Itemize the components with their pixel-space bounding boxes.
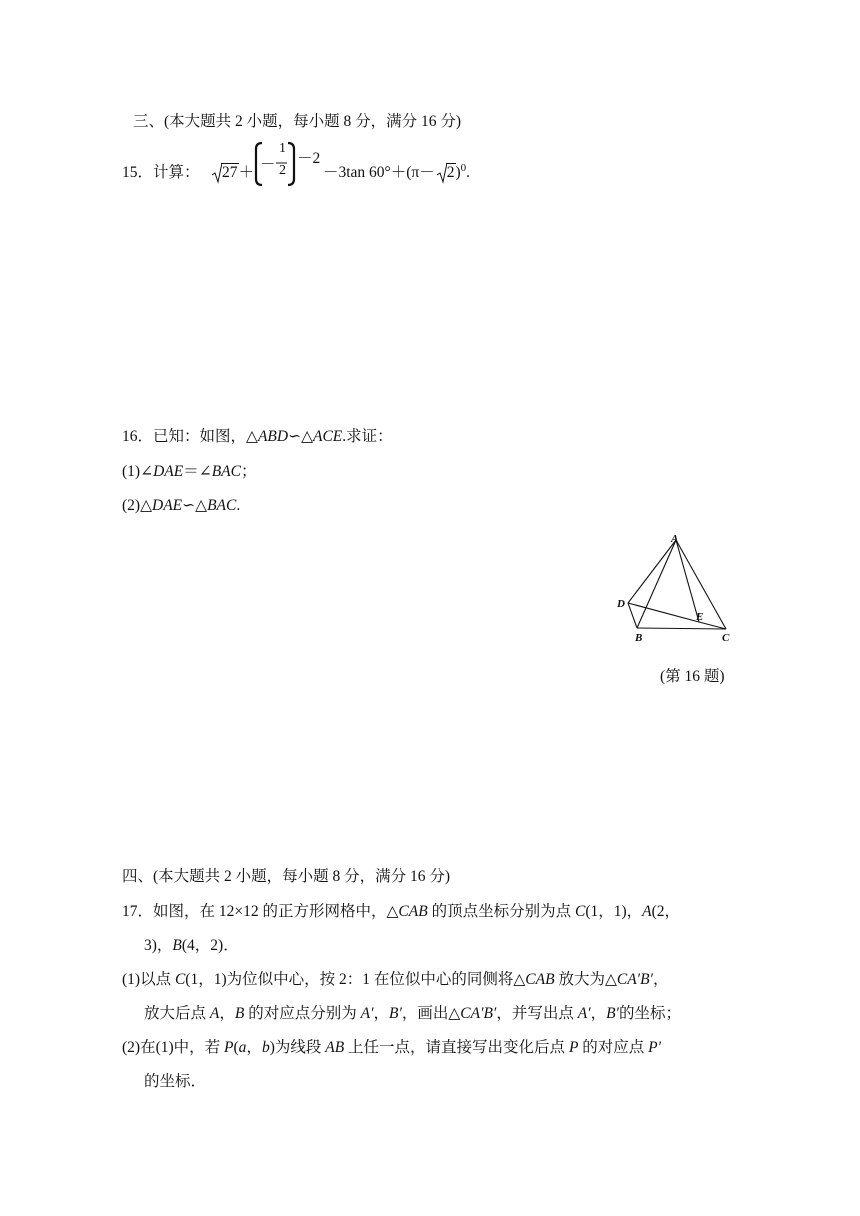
q15-frac-denominator: 2 bbox=[279, 163, 286, 178]
q17-line-1: 17．如图，在 12×12 的正方形网格中，△CAB 的顶点坐标分别为点 C(1，1)，A(2， bbox=[122, 903, 681, 920]
q17-line-2: 3)，B(4，2)． bbox=[144, 937, 239, 954]
q16-figure-caption: (第 16 题) bbox=[660, 668, 725, 685]
q15-prefix: 计算： bbox=[153, 164, 200, 181]
section-4-heading: 四、(本大题共 2 小题，每小题 8 分，满分 16 分) bbox=[122, 868, 451, 885]
question-15 bbox=[122, 160, 200, 182]
q17-part-1-line-1: (1)以点 C(1，1)为位似中心，按 2：1 在位似中心的同侧将△CAB 放大为△CA′B′， bbox=[122, 971, 669, 988]
segment-DE bbox=[628, 603, 699, 622]
q16-triangle-figure bbox=[612, 530, 742, 650]
segment-BC bbox=[637, 628, 726, 629]
section-3-heading: 三、(本大题共 2 小题，每小题 8 分，满分 16 分) bbox=[133, 113, 462, 130]
q17-part-2-line-2: 的坐标． bbox=[144, 1073, 207, 1090]
q15-frac-sign: － bbox=[260, 156, 276, 173]
label-C: C bbox=[722, 632, 730, 644]
label-D: D bbox=[617, 598, 625, 610]
q15-exponent: －2 bbox=[297, 150, 321, 167]
segment-AE bbox=[676, 540, 699, 622]
q15-sqrt-27: 27＋ bbox=[210, 160, 254, 182]
label-B: B bbox=[635, 632, 643, 644]
q17-part-2-line-1: (2)在(1)中，若 P(a，b)为线段 AB 上任一点，请直接写出变化后点 P 的对应点 P′ bbox=[122, 1039, 662, 1056]
label-E: E bbox=[696, 611, 704, 623]
q15-rest: －3tan 60°＋(π－ 2)$^0$. bbox=[323, 161, 471, 181]
q16-part-1: (1)∠DAE＝∠BAC； bbox=[122, 463, 257, 480]
q16-part-2: (2)△DAE∽△BAC. bbox=[122, 497, 241, 514]
q15-frac-numerator: 1 bbox=[279, 141, 286, 156]
q17-part-1-line-2: 放大后点 A，B 的对应点分别为 A′，B′，画出△CA′B′，并写出点 A′，B′的坐标； bbox=[144, 1005, 681, 1022]
segment-DB bbox=[628, 603, 637, 628]
segment-EC bbox=[699, 622, 726, 629]
q16-stem: 16．已知：如图，△ABD∽△ACE.求证： bbox=[122, 428, 393, 445]
label-A: A bbox=[671, 533, 679, 545]
q15-number: 15． bbox=[122, 164, 154, 181]
